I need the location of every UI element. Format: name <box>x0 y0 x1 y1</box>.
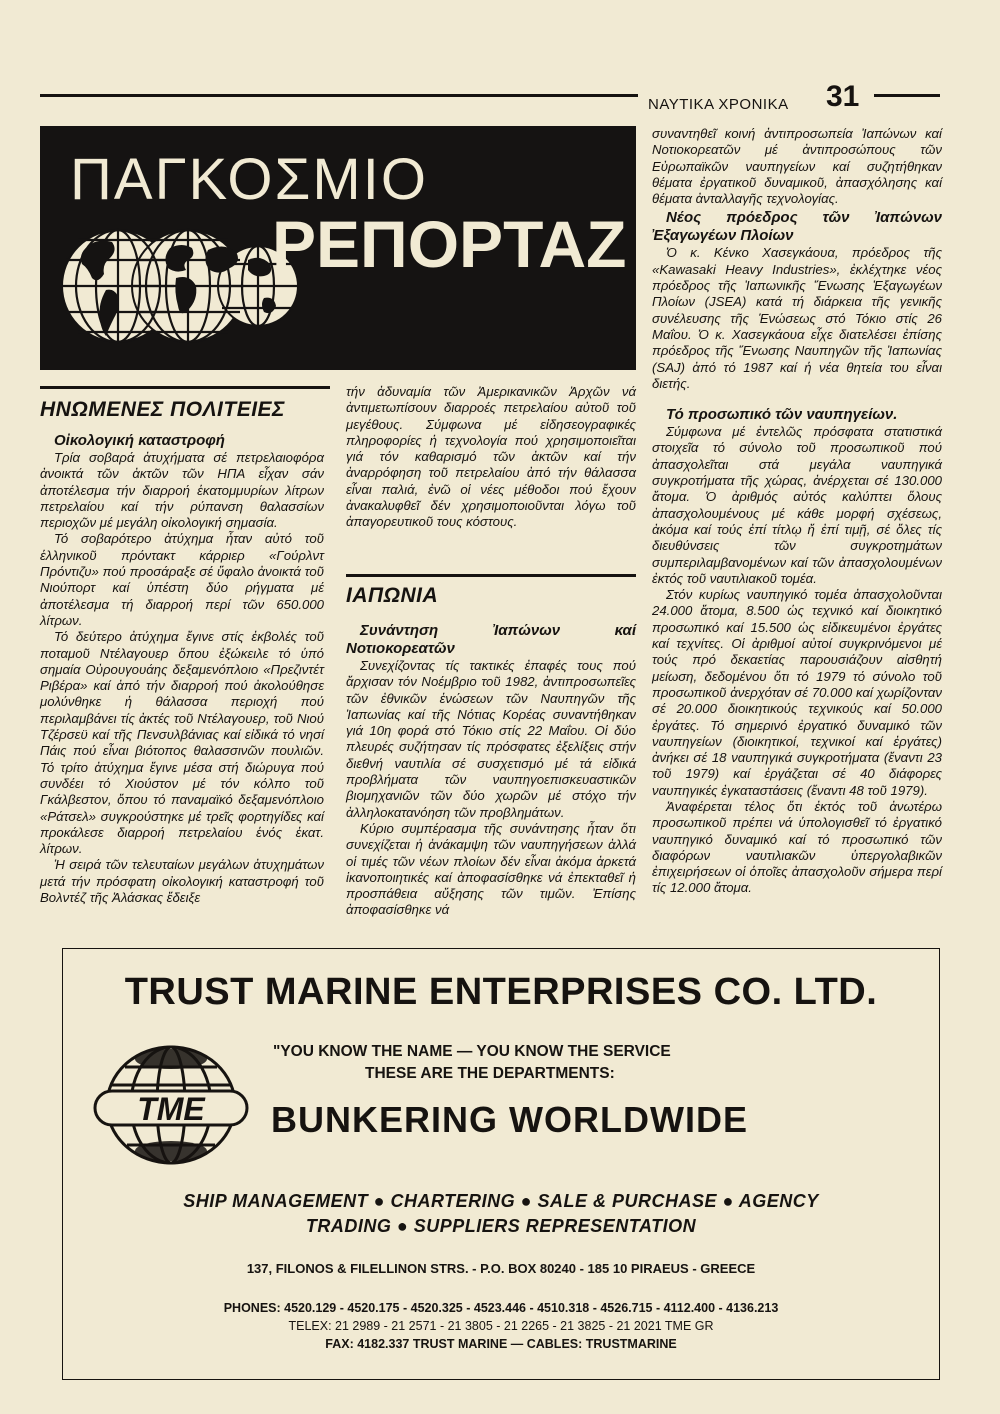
ad-phones: PHONES: 4520.129 - 4520.175 - 4520.325 - 4523.446 - 4510.318 - 4526.715 - 4112.400 - 4136.213 <box>223 1301 779 1315</box>
trust-marine-advertisement <box>62 948 940 1380</box>
usa-article-col1 <box>40 432 324 906</box>
ad-departments-label: THESE ARE THE DEPARTMENTS: <box>365 1065 615 1082</box>
usa-article-col2 <box>346 384 636 531</box>
japan-paragraph-4: Ὁ κ. Κένκο Χασεγκάουα, πρόεδρος τῆς «Kawasaki Heavy Industries», ἐκλέχτηκε νέος πρόεδρος τῆς Ἰαπωνικῆς Ἕνωσης Ἐξαγωγέων Πλοίων (JSEA) κατά τή διάρκεια τῆς γενικῆς συνέλευσης τῆς Ἑνώσεως στό Τόκιο στίς 26 Μαΐου. Ὁ κ. Χασεγκάουα εἶχε διατελέσει ἐπίσης πρόεδρος τῆς Ἕνωσης Ναυπηγῶν τῆς Ἰαπωνίας (SAJ) ἀπό τό 1987 καί ἡ νέα θητεία του εἶναι διετής. <box>652 245 942 391</box>
tme-globe-logo-icon <box>81 1019 261 1179</box>
section-heading-usa: ΗΝΩΜΕΝΕΣ ΠΟΛΙΤΕΙΕΣ <box>40 398 285 421</box>
usa-paragraph-1: Τρία σοβαρά ἀτυχήματα σέ πετρελαιοφόρα ἀνοικτά τῶν ἀκτῶν τῶν ΗΠΑ εἶχαν σάν ἀποτέλεσμα τήν διαρροή ἑκατομμυρίων λίτρων πετρελαίου καί τήν ρύπανση θαλασσίων περιοχῶν μέ μεγάλη οἰκολογική σημασία. <box>40 450 324 531</box>
usa-paragraph-5: τήν ἀδυναμία τῶν Ἀμερικανικῶν Ἀρχῶν νά ἀντιμετωπίσουν διαρροές πετρελαίου αὐτοῦ τοῦ μεγέθους. Σύμφωνα μέ εἰδησεογραφικές πληροφορίες ἡ τεχνολογία πού χρησιμοποιεῖται γιά τόν καθαρισμό τῶν ἀκτῶν καί τήν ἀναρρόφηση τοῦ πετρελαίου ἀπό τήν θάλασσα εἶναι παλιά, ἐνῶ οἱ νέες μέθοδοι πού ἔχουν ἀνακαλυφθεῖ δέν χρησιμοποιοῦνται λόγω τοῦ ἀπαγορευτικοῦ τους κόστους. <box>346 384 636 530</box>
ad-company-name: TRUST MARINE ENTERPRISES CO. LTD. <box>124 971 878 1013</box>
ad-services-line-2: TRADING ● SUPPLIERS REPRESENTATION <box>305 1216 697 1236</box>
japan-article-col3 <box>652 126 942 897</box>
section-heading-japan: ΙΑΠΩΝΙΑ <box>346 584 439 607</box>
world-report-banner <box>40 126 636 370</box>
japan-paragraph-2: Κύριο συμπέρασμα τῆς συνάντησης ἦταν ὅτι συνεχίζεται ἡ ἀνάκαμψη τῶν ναυπηγήσεων ἀλλά οἱ τιμές τῶν νέων πλοίων δέν εἶναι ἀκόμα ἀρκετά ἱκανοποιητικές καί ἀποφασίσθηκε νά ἐπεκταθεῖ ἡ προσπάθεια αὔξησης τῶν τιμῶν. Ἐπίσης ἀποφασίσθηκε νά <box>346 820 636 918</box>
ad-fax: FAX: 4182.337 TRUST MARINE — CABLES: TRUSTMARINE <box>325 1337 677 1351</box>
header-rule-right <box>874 94 940 97</box>
japan-paragraph-6: Στόν κυρίως ναυπηγικό τομέα ἀπασχολοῦνται 24.000 ἄτομα, 8.500 ὡς τεχνικό καί διοικητικό προσωπικό καί 15.500 ὡς εἰδικευμένοι ἐργάτες καί τεχνίτες. Οἱ ἀριθμοί αὐτοί συγκρινόμενοι μέ τούς πρό δεκαετίας παρουσιάζουν αἰσθητή μείωση, δεδομένου ὅτι τό 1979 τό σύνολο τοῦ προσωπικοῦ ἀνερχόταν σέ 70.000 καί χωρίζονταν σέ 20.000 διοικητικούς τεχνικούς καί 50.000 ἐργάτες. Τό σημερινό ἐργατικό δυναμικό τῶν ναυπηγείων (διοικητικοί, τεχνικοί καί ἐργάτες) ἀνήκει σέ 18 ναυπηγικά συγκροτήματα (ἔναντι 23 τοῦ 1979) καί ἐργάζεται σέ 40 διάφορες ναυπηγικές ἐγκαταστάσεις (ἔναντι 48 τοῦ 1979). <box>652 587 942 798</box>
japan-subheading: Συνάντηση Ἰαπώνων καί Νοτιοκορεατῶν <box>346 622 636 657</box>
ad-telex: TELEX: 21 2989 - 21 2571 - 21 3805 - 21 2265 - 21 3825 - 21 2021 TME GR <box>288 1319 714 1333</box>
japan-paragraph-3: συναντηθεῖ κοινή ἀντιπροσωπεία Ἰαπώνων καί Νοτιοκορεατῶν μέ ἀντιπροσώπους τῶν Εὐρωπαϊκῶν ναυπηγείων καί συζητήθηκαν θέματα ἐργατικοῦ δυναμικοῦ, ἀπασχόλησης καί θέματα ἀνταλλαγῆς τεχνολογίας. <box>652 126 942 207</box>
japan-paragraph-5: Σύμφωνα μέ ἐντελῶς πρόσφατα στατιστικά στοιχεῖα τό σύνολο τοῦ προσωπικοῦ πού ἀπασχολεῖται στά μεγάλα ναυπηγικά συγκροτήματα τῆς χώρας, ἀνέρχεται σέ 130.000 ἄτομα. Ὁ ἀριθμός αὐτός καλύπτει ὅλους ἀπασχολουμένους μέ κάθε μορφή σχέσεως, ἀκόμα καί τούς ἐπί τίτλῳ ἤ ἐπί τιμῇ, σέ ὅλες τίς διευθύνσεις τῶν συγκροτημάτων συμπεριλαμβανομένων καί τῶν ἀπασχολουμένων ἐκτός τοῦ ναυτιλιακοῦ τομέα. <box>652 424 942 586</box>
ad-slogan: "YOU KNOW THE NAME — YOU KNOW THE SERVICE <box>273 1043 671 1060</box>
tme-logo-letters: TME <box>137 1091 205 1127</box>
tme-arc-text: SHIPPING & TRADING <box>129 1022 234 1073</box>
magazine-title: ΝΑΥΤΙΚΑ ΧΡΟΝΙΚΑ <box>648 96 789 113</box>
japan-paragraph-7: Ἀναφέρεται τέλος ὅτι ἐκτός τοῦ ἀνωτέρω προσωπικοῦ πρέπει νά ὑπολογισθεῖ τό ἐργατικό ναυπηγικό δυναμικό καί τό προσωπικό τῶν διαφόρων ναυτιλιακῶν ὑπεργολαβικῶν ἐπιχειρήσεων οἱ ὁποῖες ἀπασχολοῦν σήμερα περί τίς 12.000 ἄτομα. <box>652 798 942 896</box>
banner-line-2: ΡΕΠΟΡΤΑΖ <box>272 207 627 281</box>
section-rule-usa <box>40 386 330 389</box>
japan-subheading-3: Τό προσωπικό τῶν ναυπηγείων. <box>666 406 898 424</box>
ad-services-line-1: SHIP MANAGEMENT ● CHARTERING ● SALE & PURCHASE ● AGENCY <box>183 1191 819 1211</box>
japan-paragraph-1: Συνεχίζοντας τίς τακτικές ἐπαφές τους πού ἄρχισαν τόν Νοέμβριο τοῦ 1982, ἀντιπροσωπεῖες τῶν ἐθνικῶν ἑνώσεων τῶν Ναυπηγῶν τῆς Ἰαπωνίας καί τῆς Νότιας Κορέας συναντήθηκαν γιά 10η φορά στό Τόκιο στίς 22 Μαΐου. Οἱ δύο πλευρές συζήτησαν τίς πρόσφατες ἐξελίξεις στήν διεθνή ναυτιλία σέ συσχετισμό μέ τά εἰδικά προβλήματα τῶν ναυπηγοεπισκευαστικῶν βιομηχανιῶν τῶν δύο χωρῶν μέ στόχο τήν ἀλληλοκατανόηση τῶν προβλημάτων. <box>346 658 636 820</box>
ad-address: 137, FILONOS & FILELLINON STRS. - P.O. BOX 80240 - 185 10 PIRAEUS - GREECE <box>246 1261 756 1276</box>
usa-paragraph-2: Τό σοβαρότερο ἀτύχημα ἦταν αὐτό τοῦ ἑλληνικοῦ πρόντακτ κάρριερ «Γούρλντ Πρόντιζυ» πού προσάραξε σέ ὕφαλο ἀνοικτά τοῦ Νιούπορτ καί ὑπέστη δύο ρήγματα μέ ἀποτέλεσμα τή διαρροή περί τῶν 650.000 λίτρων. <box>40 531 324 628</box>
ad-bunkering-headline: BUNKERING WORLDWIDE <box>271 1099 748 1140</box>
page-number: 31 <box>826 80 860 113</box>
section-rule-japan <box>346 574 636 577</box>
usa-paragraph-3: Τό δεύτερο ἀτύχημα ἔγινε στίς ἐκβολές τοῦ ποταμοῦ Ντέλαγουερ ὅπου ἐξώκειλε τό ὑπό σημαία Οὐρουγουάης δεξαμενόπλοιο «Πρεζιντέτ Ριβέρα» καί ἀπό τήν διαρροή πού ἀκολούθησε μολύνθηκε ἡ θάλασσα περιοχή πού περιλαμβάνει τίς ἀκτές τοῦ Ντέλαγουερ, τοῦ Νιού Τζέρσεϋ καί τῆς Πενσυλβάνιας καί εἰδικά τό νησί Πάις πού εἶναι βιότοπος θαλασσινῶν πουλιῶν. Τό τρίτο ἀτύχημα ἔγινε μέσα στή διώρυγα πού συνδέει τό Χιούστον μέ τόν κόλπο τοῦ Γκάλβεστον, ὅπου τό παναμαϊκό δεξαμενόπλοιο «Ράτσελ» συγκρούστηκε μέ τρεῖς φορτηγίδες καί προκάλεσε διαρροή πετρελαίου ἑνός ἑκατ. λίτρων. <box>40 629 324 857</box>
usa-subheading: Οἰκολογική καταστροφή <box>54 432 225 449</box>
header-rule-left <box>40 94 638 97</box>
japan-subheading-2: Νέος πρόεδρος τῶν Ἰαπώνων Ἐξαγωγέων Πλοίων <box>652 209 942 245</box>
japan-article-col2 <box>346 622 636 919</box>
usa-paragraph-4: Ἡ σειρά τῶν τελευταίων μεγάλων ἀτυχημάτων μετά τήν πρόσφατη οἰκολογική καταστροφή τοῦ Βολντέζ τῆς Ἀλάσκας ἔδειξε <box>40 857 324 906</box>
banner-line-1: ΠΑΓΚΟΣΜΙΟ <box>70 147 428 212</box>
globe-icon <box>58 198 298 368</box>
